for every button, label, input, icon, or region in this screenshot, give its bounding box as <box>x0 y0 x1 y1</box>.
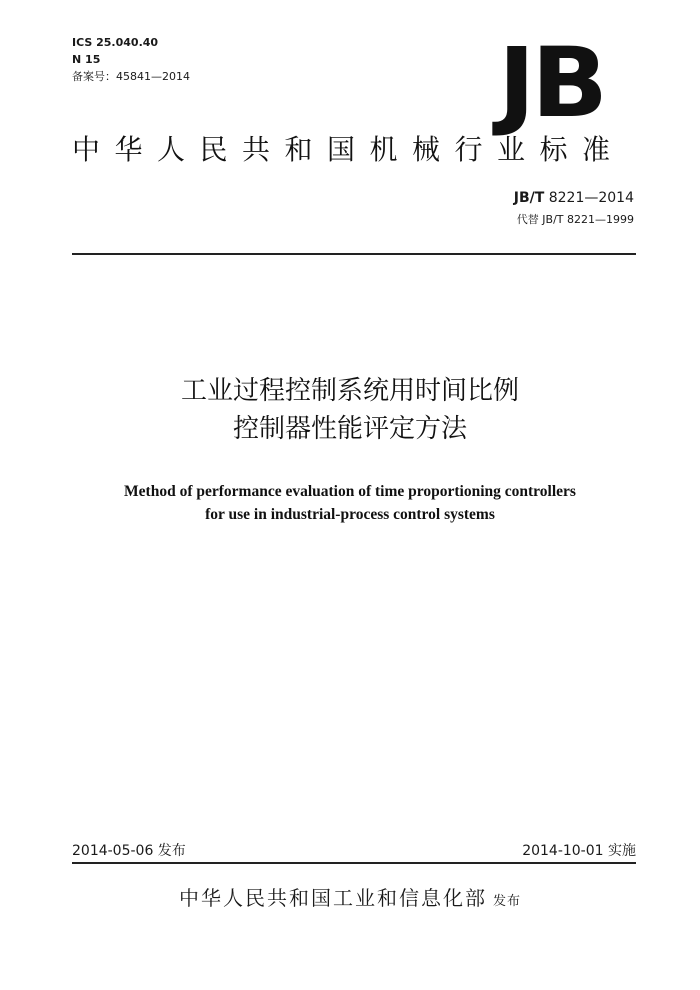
filing-number-line <box>72 68 190 85</box>
chinese-title-line-1: 工业过程控制系统用时间比例 <box>180 376 519 406</box>
jb-logo: JB <box>498 27 604 139</box>
filing-label: 备案号： <box>72 70 116 83</box>
standard-type-title: 中华人民共和国机械行业标准 <box>72 133 625 166</box>
english-title-line-1: Method of performance evaluation of time proportioning controllers <box>124 483 576 500</box>
replaces-standard: 代替 JB/T 8221—1999 <box>516 213 634 226</box>
meta-block <box>72 34 190 85</box>
standard-number <box>514 190 634 206</box>
standard-number-value: 8221—2014 <box>544 190 634 206</box>
implementation-date: 2014-10-01 实施 <box>522 843 636 859</box>
filing-number: 45841—2014 <box>116 70 190 83</box>
chinese-title <box>0 372 700 448</box>
ics-code: ICS 25.040.40 <box>72 36 159 49</box>
english-title <box>0 480 700 526</box>
bottom-divider <box>72 862 636 864</box>
issue-date: 2014-05-06 发布 <box>72 843 186 859</box>
chinese-title-line-2: 控制器性能评定方法 <box>232 414 467 444</box>
top-divider <box>72 253 636 255</box>
english-title-line-2: for use in industrial-process control systems <box>205 506 495 523</box>
ccs-code: N 15 <box>72 53 101 66</box>
publisher <box>0 882 700 911</box>
publisher-suffix: 发布 <box>492 894 521 909</box>
publisher-name: 中华人民共和国工业和信息化部 <box>178 886 487 910</box>
standard-prefix: JB/T <box>513 190 545 206</box>
